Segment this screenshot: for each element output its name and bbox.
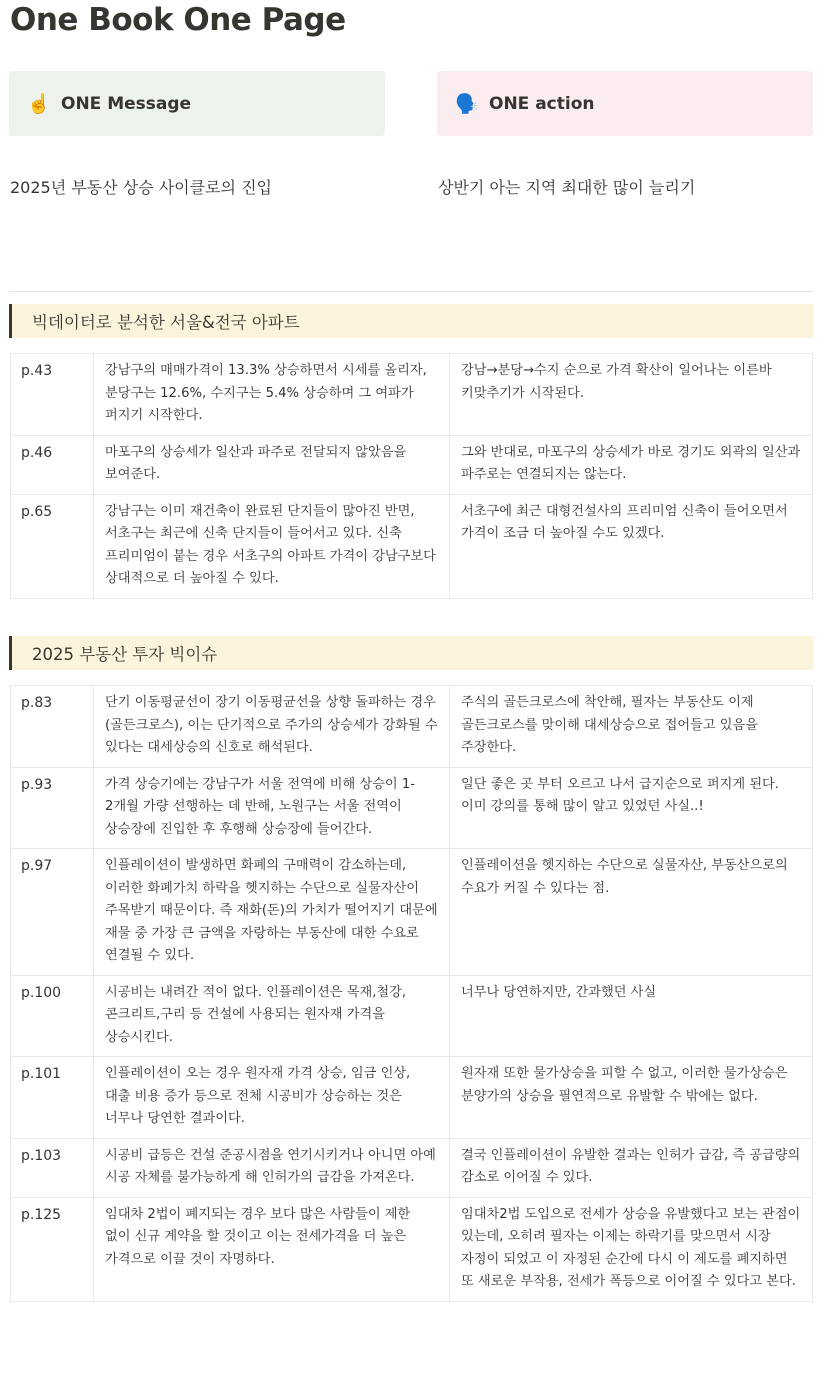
page-ref-cell[interactable]: p.103 xyxy=(11,1138,94,1197)
quote-cell[interactable]: 마포구의 상승세가 일산과 파주로 전달되지 않았음을 보여준다. xyxy=(94,435,450,494)
note-cell[interactable]: 강남→분당→수지 순으로 가격 확산이 일어나는 이른바 키맞추기가 시작된다. xyxy=(450,354,813,436)
pointing-finger-icon: ☝️ xyxy=(27,93,51,115)
quote-cell[interactable]: 인플레이션이 발생하면 화폐의 구매력이 감소하는데, 이러한 화폐가치 하락을 헷지하는 수단으로 실물자산이 주목받기 때문이다. 즉 재화(돈)의 가치가 떨어지기 대문에 재물 중 가장 큰 금액을 자랑하는 부동산에 대한 수요로 연결될 수 있다. xyxy=(94,849,450,976)
section-heading-bigdata[interactable]: 빅데이터로 분석한 서울&전국 아파트 xyxy=(9,304,813,338)
note-cell[interactable]: 원자재 또한 물가상승을 피할 수 없고, 이러한 물가상승은 분양가의 상승을 필연적으로 유발할 수 밖에는 없다. xyxy=(450,1057,813,1139)
quotes-table-big-issue xyxy=(10,685,813,1302)
page-ref-cell[interactable]: p.97 xyxy=(11,849,94,976)
table-row xyxy=(11,1057,813,1139)
note-cell[interactable]: 인플레이션을 헷지하는 수단으로 실물자산, 부동산으로의 수요가 커질 수 있다는 점. xyxy=(450,849,813,976)
note-cell[interactable]: 서초구에 최근 대형건설사의 프리미엄 신축이 들어오면서 가격이 조금 더 높아질 수도 있겠다. xyxy=(450,494,813,598)
page-ref-cell[interactable]: p.100 xyxy=(11,975,94,1057)
table-row xyxy=(11,975,813,1057)
table-row xyxy=(11,849,813,976)
table-row xyxy=(11,354,813,436)
page-ref-cell[interactable]: p.101 xyxy=(11,1057,94,1139)
quotes-table-bigdata xyxy=(10,353,813,599)
page-ref-cell[interactable]: p.65 xyxy=(11,494,94,598)
quote-cell[interactable]: 강남구의 매매가격이 13.3% 상승하면서 시세를 올리자, 분당구는 12.6%, 수지구는 5.4% 상승하며 그 여파가 퍼지기 시작한다. xyxy=(94,354,450,436)
note-cell[interactable]: 그와 반대로, 마포구의 상승세가 바로 경기도 외곽의 일산과 파주로는 연결되지는 않는다. xyxy=(450,435,813,494)
quote-cell[interactable]: 가격 상승기에는 강남구가 서울 전역에 비해 상승이 1-2개월 가량 선행하는 데 반해, 노원구는 서울 전역이 상승장에 진입한 후 후행해 상승장에 들어간다. xyxy=(94,767,450,849)
page-ref-cell[interactable]: p.93 xyxy=(11,767,94,849)
table-row xyxy=(11,1197,813,1301)
quote-cell[interactable]: 임대차 2법이 폐지되는 경우 보다 많은 사람들이 제한 없이 신규 계약을 할 것이고 이는 전세가격을 더 높은 가격으로 이끌 것이 자명하다. xyxy=(94,1197,450,1301)
page-ref-cell[interactable]: p.43 xyxy=(11,354,94,436)
one-action-text[interactable]: 상반기 아는 지역 최대한 많이 늘리기 xyxy=(438,178,696,197)
table-row xyxy=(11,767,813,849)
note-cell[interactable]: 임대차2법 도입으로 전세가 상승을 유발했다고 보는 관점이 있는데, 오히려 필자는 이제는 하락기를 맞으면서 시장 자정이 되었고 이 자정된 순간에 다시 이 제도를 폐지하면 또 새로운 부작용, 전세가 폭등으로 이어질 수 있다고 본다. xyxy=(450,1197,813,1301)
page-ref-cell[interactable]: p.125 xyxy=(11,1197,94,1301)
one-message-text[interactable]: 2025년 부동산 상승 사이클로의 진입 xyxy=(10,178,272,197)
quote-cell[interactable]: 시공비는 내려간 적이 없다. 인플레이션은 목재,철강,콘크리트,구리 등 건설에 사용되는 원자재 가격을 상승시킨다. xyxy=(94,975,450,1057)
speaking-head-icon: 🗣️ xyxy=(455,93,479,115)
page-ref-cell[interactable]: p.83 xyxy=(11,686,94,768)
section-heading-big-issue[interactable]: 2025 부동산 투자 빅이슈 xyxy=(9,636,813,670)
quote-cell[interactable]: 시공비 급등은 건설 준공시점을 연기시키거나 아니면 아예 시공 자체를 불가능하게 해 인허가의 급감을 가져온다. xyxy=(94,1138,450,1197)
note-cell[interactable]: 주식의 골든크로스에 착안해, 필자는 부동산도 이제 골든크로스를 맞이해 대세상승으로 접어들고 있음을 주장한다. xyxy=(450,686,813,768)
quote-cell[interactable]: 단기 이동평균선이 장기 이동평균선을 상향 돌파하는 경우(골든크로스), 이는 단기적으로 주가의 상승세가 강화될 수 있다는 대세상승의 신호로 해석된다. xyxy=(94,686,450,768)
page-title: One Book One Page xyxy=(10,2,346,38)
table-row xyxy=(11,686,813,768)
table-row xyxy=(11,494,813,598)
table-row xyxy=(11,1138,813,1197)
quote-cell[interactable]: 강남구는 이미 재건축이 완료된 단지들이 많아진 반면, 서초구는 최근에 신축 단지들이 들어서고 있다. 신축 프리미엄이 붙는 경우 서초구의 아파트 가격이 강남구보다 상대적으로 더 높아질 수 있다. xyxy=(94,494,450,598)
note-cell[interactable]: 일단 좋은 곳 부터 오르고 나서 급지순으로 퍼지게 된다. 이미 강의를 통해 많이 알고 있었던 사실..! xyxy=(450,767,813,849)
note-cell[interactable]: 결국 인플레이션이 유발한 결과는 인허가 급감, 즉 공급량의 감소로 이어질 수 있다. xyxy=(450,1138,813,1197)
page-ref-cell[interactable]: p.46 xyxy=(11,435,94,494)
note-cell[interactable]: 너무나 당연하지만, 간과했던 사실 xyxy=(450,975,813,1057)
one-action-callout xyxy=(437,71,813,136)
table-row xyxy=(11,435,813,494)
one-message-label: ONE Message xyxy=(61,93,192,114)
divider xyxy=(9,291,813,292)
one-action-label: ONE action xyxy=(489,93,595,114)
quote-cell[interactable]: 인플레이션이 오는 경우 원자재 가격 상승, 임금 인상, 대출 비용 증가 등으로 전체 시공비가 상승하는 것은 너무나 당연한 결과이다. xyxy=(94,1057,450,1139)
one-message-callout xyxy=(9,71,385,136)
